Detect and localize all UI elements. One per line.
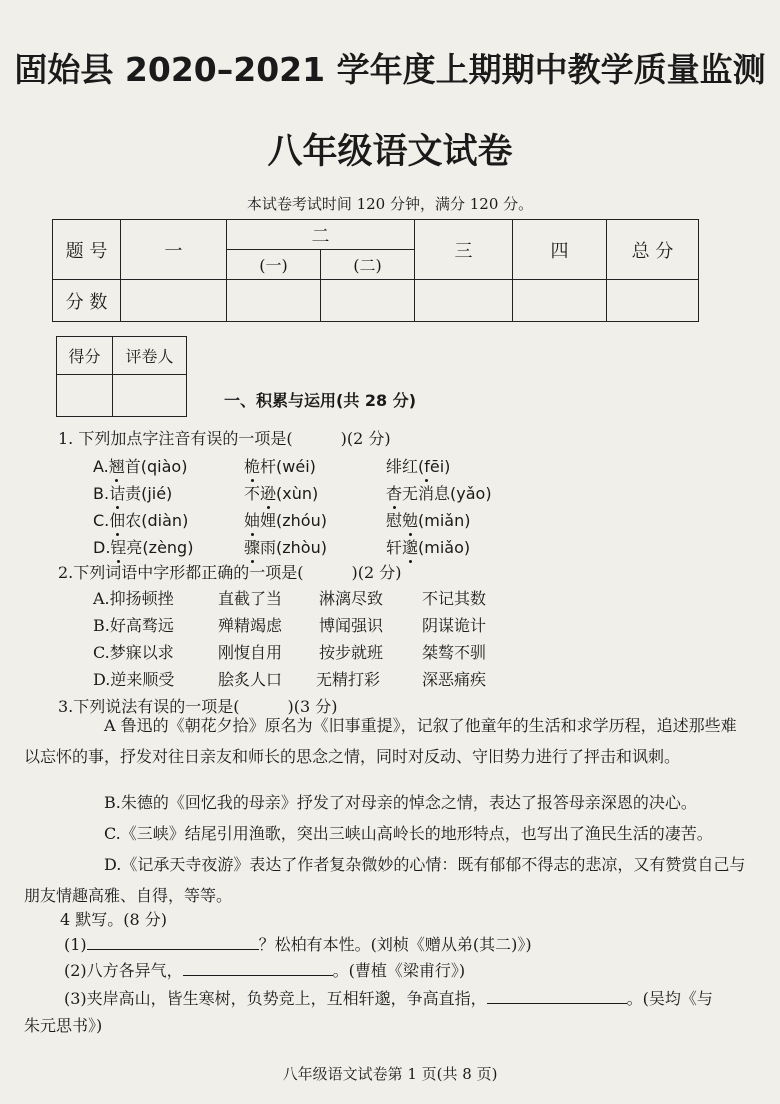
score-table-col-2-sub-2: (二) (321, 250, 415, 280)
grader-score-cell (57, 375, 113, 417)
q3-option-c: C.《三峡》结尾引用渔歌，突出三峡山高岭长的地形特点，也写出了渔民生活的凄苦。 (104, 824, 713, 843)
q4-blank-2[interactable] (183, 959, 333, 976)
q1-option-b2: 不逊(xùn) (244, 481, 318, 504)
q2-option-d-word-4: 深恶痛疾 (422, 670, 487, 689)
q4-stem: 4 默写。(8 分) (60, 910, 168, 929)
score-table-col-4: 四 (513, 220, 607, 280)
score-table-col-1: 一 (121, 220, 227, 280)
q2-option-b-word-1: B.好高骛远 (93, 616, 174, 635)
exam-title: 固始县 2020–2021 学年度上期期中教学质量监测 (14, 50, 766, 89)
q3-stem: 3.下列说法有误的一项是( )(3 分) (58, 697, 338, 716)
q1-option-a3: 绯红(fēi) (386, 454, 450, 477)
q1-option-d1: D.锃亮(zèng) (93, 535, 193, 558)
grader-score-label: 得分 (57, 337, 113, 375)
q1-stem: 1. 下列加点字注音有误的一项是( )(2 分) (58, 429, 391, 448)
q1-option-b3: 杳无消息(yǎo) (386, 481, 492, 504)
q2-option-c-word-4: 桀骜不驯 (422, 643, 487, 662)
q2-option-a-word-3: 淋漓尽致 (319, 589, 384, 608)
q2-option-a-word-2: 直截了当 (218, 589, 283, 608)
score-cell (321, 280, 415, 322)
q1-option-c3: 慰勉(miǎn) (386, 508, 471, 531)
q2-stem: 2.下列词语中字形都正确的一项是( )(2 分) (58, 563, 402, 582)
q1-option-d2: 骤雨(zhòu) (244, 535, 327, 558)
q3-option-a: A 鲁迅的《朝花夕拾》原名为《旧事重提》，记叙了他童年的生活和求学历程，追述那些难以忘怀的事，抒发对往日亲友和师长的思念之情，同时对反动、守旧势力进行了抨击和讽刺。 (24, 716, 737, 766)
exam-subtitle: 八年级语文试卷 (267, 132, 513, 172)
score-table-header-item: 题 号 (53, 220, 121, 280)
grader-name-cell (113, 375, 187, 417)
score-cell (415, 280, 513, 322)
q2-option-d-word-1: D.逆来顺受 (93, 670, 175, 689)
score-cell (607, 280, 699, 322)
grader-box (56, 336, 187, 417)
section-1-title: 一、积累与运用(共 28 分) (224, 391, 417, 410)
score-cell (513, 280, 607, 322)
score-table-col-total: 总 分 (607, 220, 699, 280)
q3-option-b: B.朱德的《回忆我的母亲》抒发了对母亲的悼念之情，表达了报答母亲深恩的决心。 (104, 793, 697, 812)
score-table-col-2-sub-1: (一) (227, 250, 321, 280)
q2-option-b-word-4: 阴谋诡计 (422, 616, 487, 635)
page-footer: 八年级语文试卷第 1 页(共 8 页) (282, 1065, 498, 1083)
q1-option-b1: B.诘责(jié) (93, 481, 172, 504)
q4-blank-3[interactable] (487, 987, 627, 1004)
q2-option-d-word-2: 脍炙人口 (218, 670, 283, 689)
q4-line-3: (3)夹岸高山，皆生寒树，负势竞上，互相轩邈，争高直指， 。(吴均《与 (64, 989, 713, 1008)
q2-option-d-word-3: 无精打彩 (316, 670, 381, 689)
q4-blank-1[interactable] (87, 933, 259, 950)
q4-line-1: (1) ？松柏有本性。(刘桢《赠从弟(其二)》) (64, 935, 532, 954)
score-table-col-3: 三 (415, 220, 513, 280)
q4-line-2: (2)八方各异气， 。(曹植《梁甫行》) (64, 961, 466, 980)
score-cell (227, 280, 321, 322)
score-table (52, 219, 699, 322)
exam-info: 本试卷考试时间 120 分钟，满分 120 分。 (246, 195, 534, 213)
q2-option-b-word-2: 殚精竭虑 (218, 616, 283, 635)
q2-option-a-word-1: A.抑扬顿挫 (93, 589, 174, 608)
q1-option-a2: 桅杆(wéi) (244, 454, 316, 477)
score-cell (121, 280, 227, 322)
q1-option-a1: A.翘首(qiào) (93, 454, 187, 477)
grader-name-label: 评卷人 (113, 337, 187, 375)
score-table-col-2: 二 (227, 220, 415, 250)
q2-option-b-word-3: 博闻强识 (319, 616, 384, 635)
q3-option-d: D.《记承天寺夜游》表达了作者复杂微妙的心情：既有郁郁不得志的悲凉，又有赞赏自己与朋友情趣高雅、自得，等等。 (24, 855, 746, 905)
q2-option-c-word-2: 刚愎自用 (218, 643, 283, 662)
q2-option-a-word-4: 不记其数 (422, 589, 487, 608)
q4-line-3-continued: 朱元思书》) (24, 1016, 103, 1035)
q1-option-c2: 妯娌(zhóu) (244, 508, 327, 531)
q2-option-c-word-3: 按步就班 (319, 643, 384, 662)
q1-option-c1: C.佃农(diàn) (93, 508, 188, 531)
q2-option-c-word-1: C.梦寐以求 (93, 643, 174, 662)
score-table-row-label: 分 数 (53, 280, 121, 322)
q1-option-d3: 轩邈(miǎo) (386, 535, 470, 558)
